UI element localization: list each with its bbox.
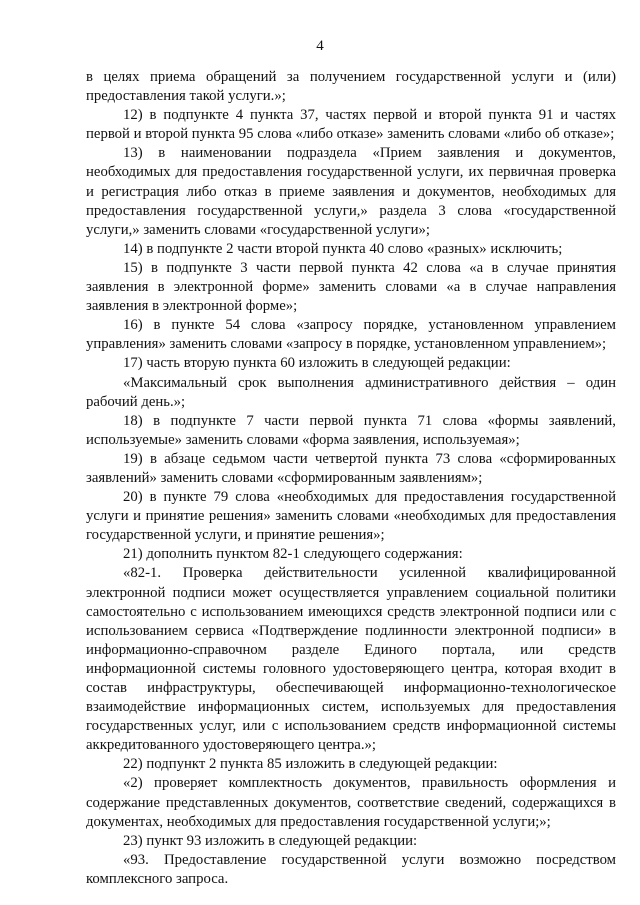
paragraph: 18) в подпункте 7 части первой пункта 71 слова «формы заявлений, используемые» заменить словами «форма заявления, используемая»; bbox=[86, 412, 616, 448]
paragraph: 15) в подпункте 3 части первой пункта 42 слова «а в случае принятия заявления в электронной форме» заменить словами «а в случае направления заявления в электронной форме»; bbox=[86, 259, 616, 315]
paragraph: 22) подпункт 2 пункта 85 изложить в следующей редакции: bbox=[123, 756, 498, 773]
paragraph: 16) в пункте 54 слова «запросу порядке, установленном управлением управления» заменить словами «запросу в порядке, установленном управлением»; bbox=[86, 317, 616, 353]
paragraph: 20) в пункте 79 слова «необходимых для предоставления государственной услуги и принятие решения» заменить словами «необходимых для предоставления государственной услуги, и принятие решения»; bbox=[86, 489, 616, 544]
paragraph: 21) дополнить пунктом 82-1 следующего содержания: bbox=[123, 546, 463, 563]
paragraph: в целях приема обращений за получением государственной услуги и (или) предоставления такой услуги.»; bbox=[86, 69, 616, 105]
paragraph: «93. Предоставление государственной услуги возможно посредством комплексного запроса. bbox=[86, 851, 616, 887]
paragraph: 19) в абзаце седьмом части четвертой пункта 73 слова «сформированных заявлений» заменить словами «сформированным заявлениям»; bbox=[86, 450, 616, 486]
paragraph: 12) в подпункте 4 пункта 37, частях первой и второй пункта 91 и частях первой и второй пункта 95 слова «либо отказе» заменить словами «либо об отказе»; bbox=[86, 107, 616, 143]
paragraph: «2) проверяет комплектность документов, правильность оформления и содержание представленных документов, соответствие сведений, содержащихся в документах, необходимых для предоставления государственной услуги;»; bbox=[86, 775, 616, 830]
paragraph: «Максимальный срок выполнения административного действия – один рабочий день.»; bbox=[86, 374, 616, 410]
paragraph: 17) часть вторую пункта 60 изложить в следующей редакции: bbox=[123, 355, 511, 372]
paragraph: 23) пункт 93 изложить в следующей редакции: bbox=[123, 832, 418, 849]
document-body bbox=[86, 68, 616, 889]
paragraph: 14) в подпункте 2 части второй пункта 40 слово «разных» исключить; bbox=[123, 240, 563, 257]
page-number: 4 bbox=[316, 38, 324, 54]
paragraph: 13) в наименовании подраздела «Прием заявления и документов, необходимых для предоставления государственной услуги, их первичная проверка и регистрация либо отказ в приеме заявления и документов, необходимых для предоставления государственной услуги,» раздела 3 слова «государственной услуги,» заменить словами «государственной услуги»; bbox=[86, 145, 616, 238]
paragraph: «82-1. Проверка действительности усиленной квалифицированной электронной подписи может осуществляется управлением социальной политики самостоятельно с использованием имеющихся средств электронной подписи или с использованием сервиса «Подтверждение подлинности электронной подписи» в информационно-справочном разделе Единого портала, или средств информационной системы головного удостоверяющего центра, которая входит в состав инфраструктуры, обеспечивающей информационно-технологическое взаимодействие информационных систем, используемых для предоставления государственных услуг, или с использованием средств информационной системы аккредитованного удостоверяющего центра.»; bbox=[86, 565, 616, 754]
